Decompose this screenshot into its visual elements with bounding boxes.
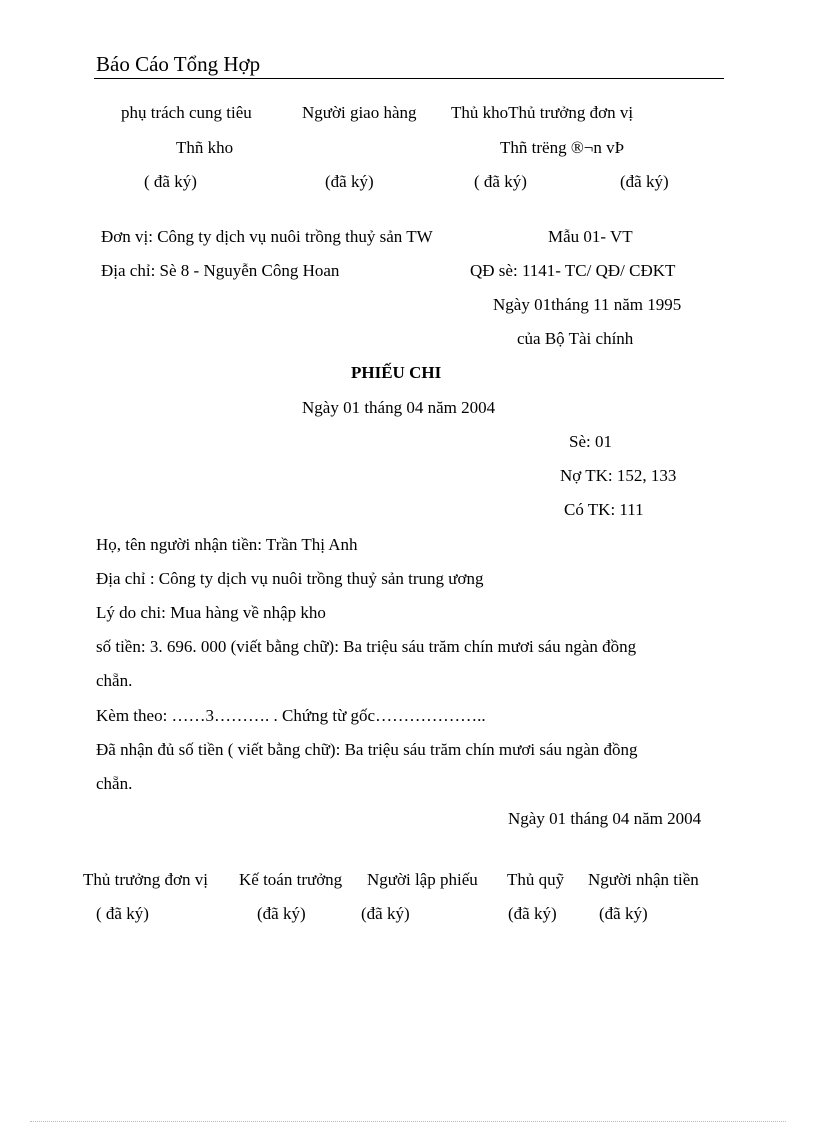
top-garbled-head: Thñ trëng ®¬n vÞ <box>500 138 625 157</box>
page-bottom-border <box>30 1121 786 1122</box>
sign-date: Ngày 01 tháng 04 năm 2004 <box>508 809 702 828</box>
bottom-role-recipient: Người nhận tiền <box>588 870 699 889</box>
received-line-2: chẵn. <box>96 774 133 793</box>
voucher-title: PHIẾU CHI <box>351 363 442 382</box>
bottom-signed-1: ( đã ký) <box>96 904 149 923</box>
credit-account: Có TK: 111 <box>564 500 644 519</box>
top-role-storekeeper-head: Thủ khoThủ trưởng đơn vị <box>451 103 634 122</box>
top-role-deliverer: Người giao hàng <box>302 103 417 122</box>
org-address: Địa chỉ: Sè 8 - Nguyễn Công Hoan <box>101 261 340 280</box>
org-unit: Đơn vị: Công ty dịch vụ nuôi trồng thuỷ sản TW <box>101 227 433 246</box>
amount-line-2: chẵn. <box>96 671 133 690</box>
debit-account: Nợ TK: 152, 133 <box>560 466 677 485</box>
form-number: Mẫu 01- VT <box>548 227 633 246</box>
top-signed-3: ( đã ký) <box>474 172 527 191</box>
bottom-signed-3: (đã ký) <box>361 904 410 923</box>
attachments: Kèm theo: ……3………. . Chứng từ gốc……………….. <box>96 706 486 725</box>
top-signed-2: (đã ký) <box>325 172 374 191</box>
voucher-date: Ngày 01 tháng 04 năm 2004 <box>302 398 496 417</box>
bottom-role-preparer: Người lập phiếu <box>367 870 478 889</box>
header-divider <box>94 78 724 79</box>
bottom-role-head: Thủ trưởng đơn vị <box>83 870 208 889</box>
received-line-1: Đã nhận đủ số tiền ( viết bằng chữ): Ba triệu sáu trăm chín mươi sáu ngàn đồng <box>96 740 638 759</box>
bottom-signed-2: (đã ký) <box>257 904 306 923</box>
decision-date: Ngày 01tháng 11 năm 1995 <box>493 295 682 314</box>
voucher-number: Sè: 01 <box>569 432 612 451</box>
payment-reason: Lý do chi: Mua hàng về nhập kho <box>96 603 326 622</box>
header-title: Báo Cáo Tổng Hợp <box>96 52 261 76</box>
top-signed-1: ( đã ký) <box>144 172 197 191</box>
recipient-address: Địa chỉ : Công ty dịch vụ nuôi trồng thuỷ sản trung ương <box>96 569 484 588</box>
top-garbled-storekeeper: Thñ kho <box>176 138 234 157</box>
bottom-signed-5: (đã ký) <box>599 904 648 923</box>
ministry: của Bộ Tài chính <box>517 329 634 348</box>
bottom-signed-4: (đã ký) <box>508 904 557 923</box>
amount-line-1: số tiền: 3. 696. 000 (viết bằng chữ): Ba triệu sáu trăm chín mươi sáu ngàn đồng <box>96 637 637 656</box>
bottom-role-chief-accountant: Kế toán trưởng <box>239 870 343 889</box>
top-role-purchasing: phụ trách cung tiêu <box>121 103 252 122</box>
bottom-role-cashier: Thủ quỹ <box>507 870 565 889</box>
top-signed-4: (đã ký) <box>620 172 669 191</box>
recipient-name: Họ, tên người nhận tiền: Trần Thị Anh <box>96 535 358 554</box>
decision-number: QĐ sè: 1141- TC/ QĐ/ CĐKT <box>470 261 676 280</box>
